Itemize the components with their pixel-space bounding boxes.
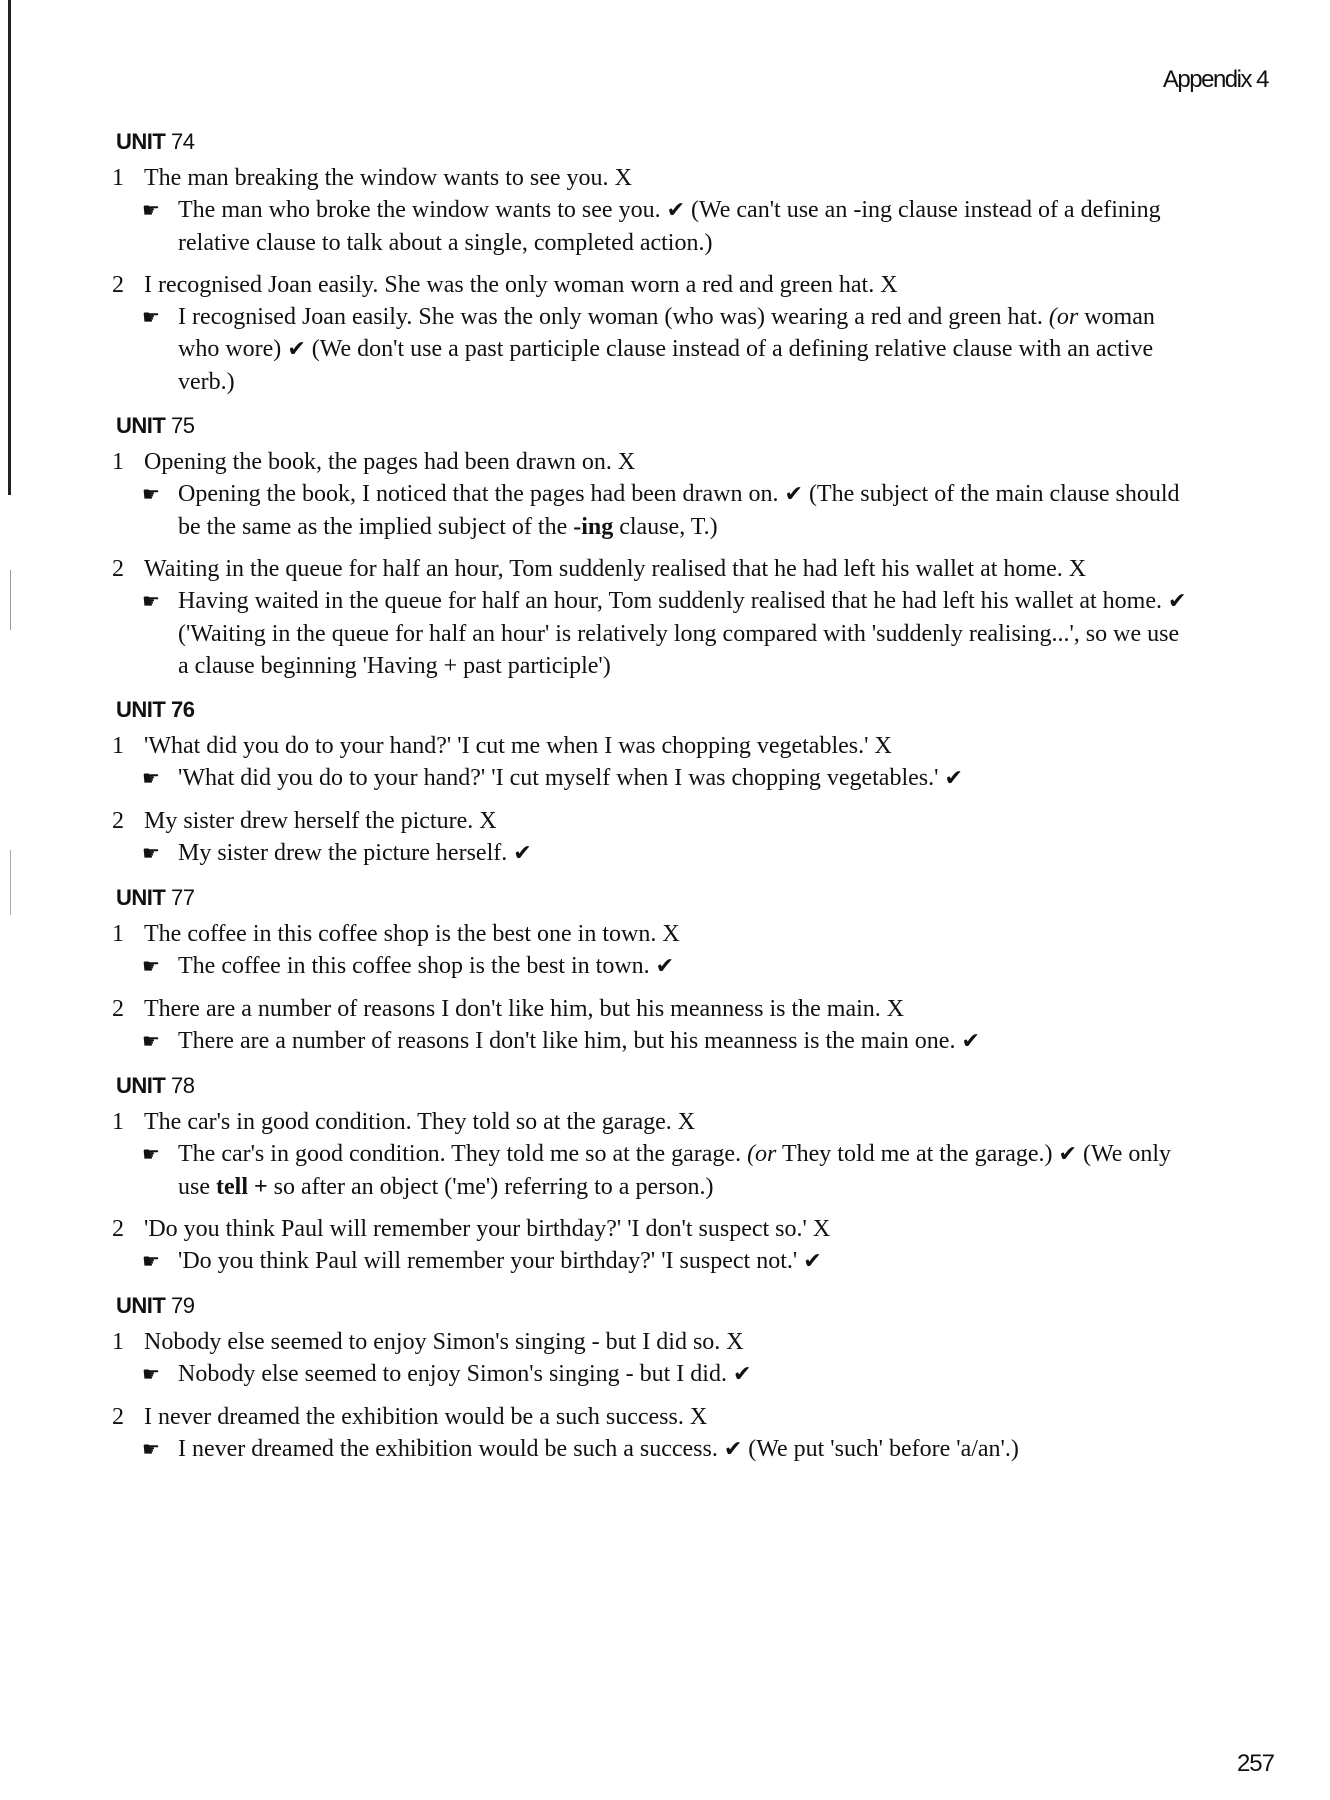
pointing-hand-icon: ☛ xyxy=(142,589,160,613)
tick-icon: ✔ xyxy=(513,841,532,866)
tick-icon: ✔ xyxy=(732,1362,752,1387)
pointing-hand-icon: ☛ xyxy=(142,1437,160,1461)
binding-edge-mark xyxy=(10,570,11,630)
corrected-sentence: ☛ 'What did you do to your hand?' 'I cut myself when I was chopping vegetables.' ✔ xyxy=(112,762,1192,795)
cross-mark: X xyxy=(617,449,636,475)
tick-icon: ✔ xyxy=(784,482,803,507)
unit-heading: UNIT 74 xyxy=(116,129,195,154)
cross-mark: X xyxy=(689,1404,708,1430)
unit-78-section xyxy=(112,1072,1192,1278)
explanation: (We only use tell + so after an object ('me') referring to a person.) xyxy=(178,1141,1172,1200)
incorrect-sentence: 2 There are a number of reasons I don't like him, but his meanness is the main. X xyxy=(112,996,905,1022)
tick-icon: ✔ xyxy=(944,766,963,791)
unit-74-section xyxy=(112,128,1192,398)
explanation: (We put 'such' before 'a/an'.) xyxy=(748,1436,1019,1462)
running-head: Appendix 4 xyxy=(1162,66,1268,93)
answer-item xyxy=(112,269,1192,398)
incorrect-sentence: 1 The coffee in this coffee shop is the best one in town. X xyxy=(112,921,680,947)
corrected-sentence: ☛ Opening the book, I noticed that the pages had been drawn on. ✔ (The subject of the main clause should be the same as the implied subject of the -ing clause, T.) xyxy=(112,478,1192,543)
unit-heading: UNIT 78 xyxy=(116,1073,195,1098)
cross-mark: X xyxy=(812,1216,831,1242)
binding-edge xyxy=(8,0,11,495)
pointing-hand-icon: ☛ xyxy=(142,1362,160,1386)
answer-item xyxy=(112,1106,1192,1203)
pointing-hand-icon: ☛ xyxy=(142,1142,160,1166)
pointing-hand-icon: ☛ xyxy=(142,954,160,978)
incorrect-sentence: 2 Waiting in the queue for half an hour, Tom suddenly realised that he had left his wallet at home. X xyxy=(112,556,1087,582)
unit-75-section xyxy=(112,412,1192,682)
explanation: ('Waiting in the queue for half an hour' is relatively long compared with 'suddenly realising...', so we use a clause beginning 'Having + past participle') xyxy=(178,621,1180,679)
answer-item xyxy=(112,162,1192,259)
corrected-sentence: ☛ I never dreamed the exhibition would be such a success. ✔ (We put 'such' before 'a/an'.) xyxy=(112,1433,1192,1466)
answer-item xyxy=(112,1326,1192,1391)
binding-edge-mark xyxy=(10,850,11,915)
tick-icon: ✔ xyxy=(1058,1142,1077,1167)
unit-heading: UNIT 75 xyxy=(116,413,195,438)
pointing-hand-icon: ☛ xyxy=(142,766,160,790)
incorrect-sentence: 2 'Do you think Paul will remember your birthday?' 'I don't suspect so.' X xyxy=(112,1216,831,1242)
incorrect-sentence: 2 I never dreamed the exhibition would be a such success. X xyxy=(112,1404,708,1430)
unit-heading: UNIT 77 xyxy=(116,885,195,910)
cross-mark: X xyxy=(479,808,497,834)
tick-icon: ✔ xyxy=(1167,589,1187,614)
incorrect-sentence: 1 Nobody else seemed to enjoy Simon's singing - but I did so. X xyxy=(112,1329,744,1355)
cross-mark: X xyxy=(880,272,898,298)
unit-79-section xyxy=(112,1292,1192,1466)
cross-mark: X xyxy=(886,996,905,1022)
tick-icon: ✔ xyxy=(723,1437,743,1462)
corrected-sentence: ☛ I recognised Joan easily. She was the only woman (who was) wearing a red and green hat. (or woman who wore) ✔ (We don't use a past participle clause instead of a defining relative clause with an active verb.) xyxy=(112,301,1192,398)
unit-77-section xyxy=(112,884,1192,1058)
cross-mark: X xyxy=(677,1109,696,1135)
incorrect-sentence: 1 The man breaking the window wants to see you. X xyxy=(112,165,632,191)
page-number: 257 xyxy=(1236,1750,1274,1777)
corrected-sentence: ☛ 'Do you think Paul will remember your birthday?' 'I suspect not.' ✔ xyxy=(112,1245,1192,1278)
cross-mark: X xyxy=(874,733,892,759)
tick-icon: ✔ xyxy=(655,954,675,979)
corrected-sentence: ☛ The coffee in this coffee shop is the best in town. ✔ xyxy=(112,950,1192,983)
incorrect-sentence: 1 'What did you do to your hand?' 'I cut me when I was chopping vegetables.' X xyxy=(112,733,892,759)
tick-icon: ✔ xyxy=(666,198,686,223)
corrected-sentence: ☛ The car's in good condition. They told me so at the garage. (or They told me at the garage.) ✔ (We only use tell + so after an object ('me') referring to a person.) xyxy=(112,1138,1192,1203)
cross-mark: X xyxy=(1068,556,1087,582)
corrected-sentence: ☛ Nobody else seemed to enjoy Simon's singing - but I did. ✔ xyxy=(112,1358,1192,1391)
corrected-sentence: ☛ Having waited in the queue for half an hour, Tom suddenly realised that he had left his wallet at home. ✔ ('Waiting in the queue for half an hour' is relatively long compared with 'suddenly realising...', so we use a clause beginning 'Having + past participle') xyxy=(112,585,1192,682)
corrected-sentence: ☛ There are a number of reasons I don't like him, but his meanness is the main one. ✔ xyxy=(112,1025,1192,1058)
explanation: (The subject of the main clause should be the same as the implied subject of the -ing clause, T.) xyxy=(178,481,1180,540)
explanation: (We don't use a past participle clause instead of a defining relative clause with an active verb.) xyxy=(178,336,1154,395)
corrected-sentence: ☛ My sister drew the picture herself. ✔ xyxy=(112,837,1192,870)
cross-mark: X xyxy=(662,921,680,947)
unit-heading: UNIT 79 xyxy=(116,1293,195,1318)
unit-76-section xyxy=(112,696,1192,870)
answer-item xyxy=(112,446,1192,543)
pointing-hand-icon: ☛ xyxy=(142,482,160,506)
explanation: (We can't use an -ing clause instead of a defining relative clause to talk about a single, completed action.) xyxy=(178,197,1161,256)
tick-icon: ✔ xyxy=(961,1029,980,1054)
cross-mark: X xyxy=(726,1329,744,1355)
answer-item xyxy=(112,805,1192,870)
answer-key xyxy=(112,128,1192,1480)
answer-item xyxy=(112,1401,1192,1466)
corrected-sentence: ☛ The man who broke the window wants to see you. ✔ (We can't use an -ing clause instead of a defining relative clause to talk about a single, completed action.) xyxy=(112,194,1192,259)
incorrect-sentence: 2 My sister drew herself the picture. X xyxy=(112,808,497,834)
pointing-hand-icon: ☛ xyxy=(142,305,160,329)
answer-item xyxy=(112,1213,1192,1278)
answer-item xyxy=(112,730,1192,795)
incorrect-sentence: 1 Opening the book, the pages had been drawn on. X xyxy=(112,449,636,475)
answer-item xyxy=(112,918,1192,983)
answer-item xyxy=(112,553,1192,682)
answer-item xyxy=(112,993,1192,1058)
pointing-hand-icon: ☛ xyxy=(142,1029,160,1053)
pointing-hand-icon: ☛ xyxy=(142,1249,160,1273)
pointing-hand-icon: ☛ xyxy=(142,841,160,865)
tick-icon: ✔ xyxy=(803,1249,822,1274)
unit-heading: UNIT 76 xyxy=(116,697,195,722)
incorrect-sentence: 1 The car's in good condition. They told so at the garage. X xyxy=(112,1109,696,1135)
tick-icon: ✔ xyxy=(287,337,306,362)
cross-mark: X xyxy=(614,165,632,191)
incorrect-sentence: 2 I recognised Joan easily. She was the only woman worn a red and green hat. X xyxy=(112,272,898,298)
pointing-hand-icon: ☛ xyxy=(142,198,160,222)
